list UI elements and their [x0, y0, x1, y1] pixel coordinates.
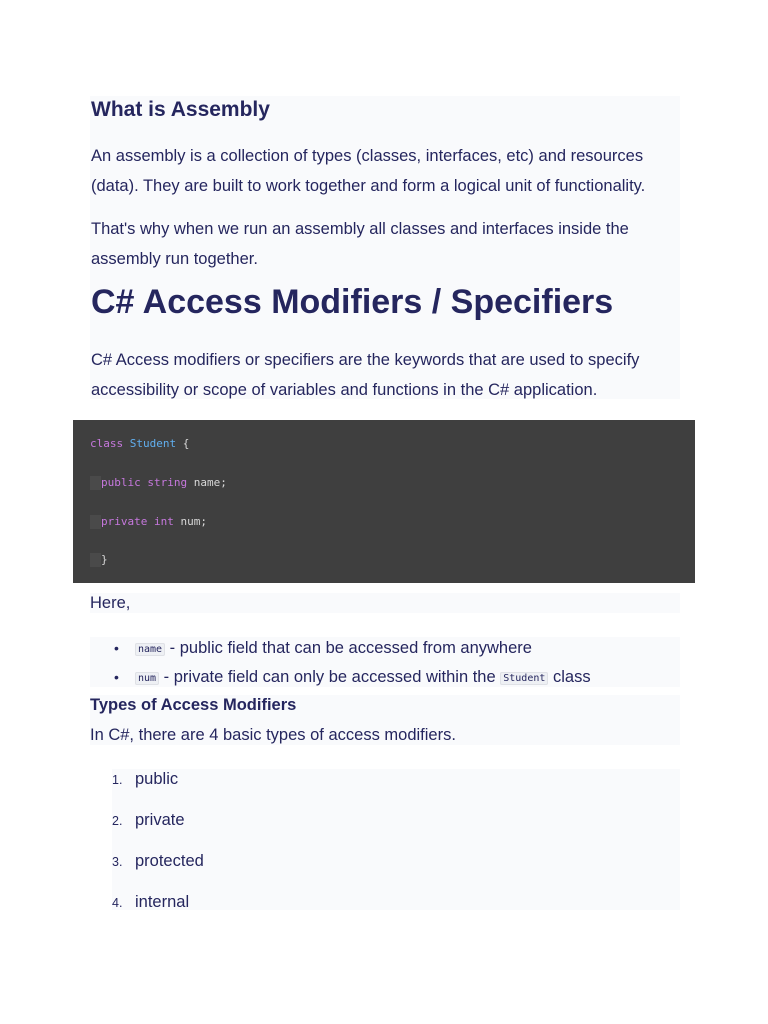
code-keyword: int	[153, 515, 174, 528]
code-keyword: public	[101, 476, 141, 489]
text-line: C# Access modifiers or specifiers are the keywords that are used to specify	[91, 351, 640, 369]
list-number: 4.	[112, 896, 123, 910]
text-line: That's why when we run an assembly all classes and interfaces inside the	[91, 220, 629, 238]
list-number: 3.	[112, 855, 123, 869]
list-item-label: protected	[135, 852, 204, 870]
list-item-text: - public field that can be accessed from anywhere	[165, 639, 532, 657]
list-item	[112, 851, 204, 892]
page-title: C# Access Modifiers / Specifiers	[91, 283, 614, 321]
list-item	[112, 810, 204, 851]
assembly-paragraph-1	[91, 142, 681, 201]
here-text: Here,	[90, 594, 131, 612]
text-line: An assembly is a collection of types (classes, interfaces, etc) and resources	[91, 147, 644, 165]
code-text: name;	[187, 476, 227, 489]
code-text: {	[176, 437, 190, 450]
code-class-name: Student	[129, 437, 177, 450]
content-background	[90, 593, 680, 613]
list-number: 1.	[112, 773, 123, 787]
code-line	[90, 437, 189, 450]
section-heading-assembly: What is Assembly	[91, 98, 270, 121]
types-intro: In C#, there are 4 basic types of access modifiers.	[90, 726, 456, 744]
list-number: 2.	[112, 814, 123, 828]
code-line	[90, 476, 227, 490]
types-heading: Types of Access Modifiers	[90, 696, 297, 714]
indent-marker	[90, 515, 101, 529]
modifier-list	[112, 769, 204, 933]
inline-code: num	[135, 672, 159, 685]
inline-code: Student	[500, 672, 548, 685]
list-item-label: private	[135, 811, 185, 829]
access-modifiers-paragraph	[91, 346, 681, 405]
code-keyword: private	[101, 515, 148, 528]
indent-marker	[90, 476, 101, 490]
field-list	[90, 637, 591, 695]
inline-code: name	[135, 643, 165, 656]
code-keyword: string	[147, 476, 188, 489]
list-item	[90, 666, 591, 695]
assembly-paragraph-2	[91, 215, 681, 274]
list-item-label: public	[135, 770, 179, 788]
text-line: assembly run together.	[91, 249, 258, 268]
code-line	[90, 553, 108, 567]
code-block	[73, 420, 695, 583]
list-item-text: - private field can only be accessed within the	[159, 668, 501, 686]
list-item-text: class	[548, 668, 591, 686]
code-keyword: class	[90, 437, 124, 450]
code-line	[90, 515, 207, 529]
list-item-label: internal	[135, 893, 190, 911]
code-text: }	[101, 553, 108, 566]
list-item	[112, 892, 204, 933]
list-item	[90, 637, 591, 666]
text-line: (data). They are built to work together and form a logical unit of functionality.	[91, 176, 646, 195]
text-line: accessibility or scope of variables and functions in the C# application.	[91, 380, 598, 399]
code-text: num;	[173, 515, 207, 528]
indent-marker	[90, 553, 101, 567]
list-item	[112, 769, 204, 810]
